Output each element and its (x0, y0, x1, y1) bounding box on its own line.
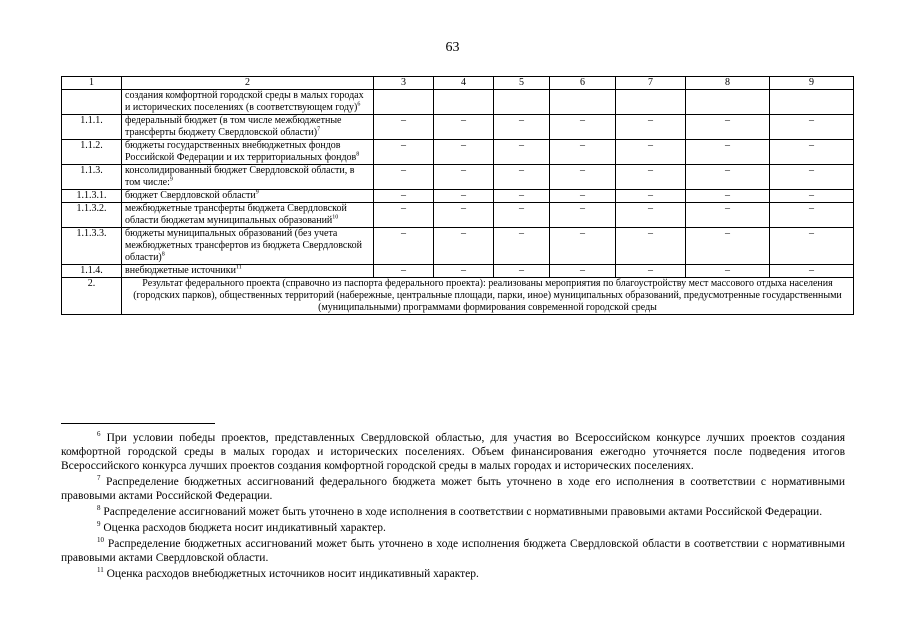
value-cell: – (616, 190, 686, 203)
table-row (62, 190, 854, 203)
value-cell: – (770, 140, 854, 165)
footnote-ref: 9 (169, 176, 173, 183)
row-description-text: консолидированный бюджет Свердловской области, в том числе: (125, 165, 355, 188)
value-cell: – (686, 190, 770, 203)
footnote-number: 6 (97, 430, 101, 439)
value-cell (616, 90, 686, 115)
value-cell: – (616, 203, 686, 228)
row-code: 1.1.2. (62, 140, 122, 165)
header-cell: 2 (122, 77, 374, 90)
row-description (122, 203, 374, 228)
value-cell: – (434, 203, 494, 228)
row-description-text: межбюджетные трансферты бюджета Свердловской области бюджетам муниципальных образований (125, 203, 347, 226)
row-description (122, 165, 374, 190)
value-cell (374, 90, 434, 115)
value-cell: – (616, 228, 686, 265)
value-cell: – (686, 140, 770, 165)
footnote-ref: 11 (235, 264, 242, 271)
value-cell: – (434, 165, 494, 190)
header-cell: 6 (550, 77, 616, 90)
row-description-text: создания комфортной городской среды в малых городах и исторических поселениях (в соответствующем году) (125, 90, 364, 113)
value-cell: – (374, 190, 434, 203)
value-cell: – (494, 140, 550, 165)
value-cell: – (550, 115, 616, 140)
value-cell: – (686, 265, 770, 278)
value-cell: – (494, 228, 550, 265)
footnote-ref: 6 (357, 101, 361, 108)
footnote-text: Оценка расходов внебюджетных источников носит индикативный характер. (103, 568, 479, 580)
value-cell (434, 90, 494, 115)
footnotes (61, 431, 845, 583)
footnote-ref: 8 (161, 251, 165, 258)
table-row (62, 165, 854, 190)
value-cell: – (434, 115, 494, 140)
value-cell: – (770, 165, 854, 190)
value-cell: – (434, 140, 494, 165)
header-cell: 9 (770, 77, 854, 90)
row-code: 1.1.3.3. (62, 228, 122, 265)
value-cell: – (686, 203, 770, 228)
footnote (61, 475, 845, 503)
value-cell: – (494, 190, 550, 203)
value-cell: – (374, 203, 434, 228)
table-row (62, 115, 854, 140)
value-cell: – (770, 265, 854, 278)
result-row (62, 278, 854, 315)
value-cell: – (686, 115, 770, 140)
row-code: 2. (62, 278, 122, 315)
value-cell: – (550, 203, 616, 228)
footnote-number: 11 (97, 566, 104, 575)
table-row (62, 140, 854, 165)
table-body (62, 77, 854, 315)
footnote-text: Распределение бюджетных ассигнований федерального бюджета может быть уточнено в ходе его исполнения в соответствии с нормативными правовыми актами Российской Федерации. (61, 476, 845, 502)
footnote-text: Распределение бюджетных ассигнований может быть уточнено в ходе исполнения бюджета Свердловской области в соответствии с нормативными правовыми актами Свердловской области. (61, 538, 845, 564)
row-description (122, 90, 374, 115)
row-description-text: бюджет Свердловской области (125, 190, 256, 201)
value-cell: – (494, 115, 550, 140)
result-text: Результат федерального проекта (справочно из паспорта федерального проекта): реализованы мероприятия по благоустройству мест массового отдыха населения (городских парков), общественных территорий (набережные, центральные площади, парки, иное) муниципальных образований, предусмотренные государственными (муниципальными) программами формирования современной городской среды (122, 278, 854, 315)
value-cell: – (770, 115, 854, 140)
table-row (62, 203, 854, 228)
value-cell: – (616, 115, 686, 140)
value-cell: – (770, 228, 854, 265)
row-code: 1.1.4. (62, 265, 122, 278)
value-cell: – (494, 265, 550, 278)
row-description-text: федеральный бюджет (в том числе межбюджетные трансферты бюджету Свердловской области) (125, 115, 342, 138)
footnote-ref: 10 (332, 214, 339, 221)
value-cell: – (616, 265, 686, 278)
table-row (62, 265, 854, 278)
value-cell: – (374, 265, 434, 278)
row-code: 1.1.3. (62, 165, 122, 190)
row-description-text: бюджеты муниципальных образований (без учета межбюджетных трансфертов из бюджета Свердловской области) (125, 228, 363, 263)
value-cell: – (374, 228, 434, 265)
value-cell: – (374, 140, 434, 165)
page-number: 63 (445, 40, 460, 55)
value-cell (494, 90, 550, 115)
row-description-text: внебюджетные источники (125, 265, 236, 276)
row-description (122, 228, 374, 265)
value-cell: – (494, 165, 550, 190)
footnote-ref: 7 (317, 126, 321, 133)
row-code: 1.1.3.2. (62, 203, 122, 228)
value-cell: – (374, 115, 434, 140)
header-cell: 7 (616, 77, 686, 90)
footnote (61, 505, 845, 519)
value-cell: – (434, 190, 494, 203)
value-cell (770, 90, 854, 115)
footnote-text: Оценка расходов бюджета носит индикативный характер. (100, 522, 386, 534)
footnote-ref: 8 (356, 151, 360, 158)
row-code: 1.1.1. (62, 115, 122, 140)
value-cell: – (550, 228, 616, 265)
header-cell: 1 (62, 77, 122, 90)
row-description (122, 140, 374, 165)
footnote (61, 567, 845, 581)
footnote (61, 521, 845, 535)
header-cell: 4 (434, 77, 494, 90)
footnote-number: 10 (97, 536, 104, 545)
header-cell: 8 (686, 77, 770, 90)
value-cell: – (550, 190, 616, 203)
row-description (122, 115, 374, 140)
value-cell: – (686, 228, 770, 265)
footnote-number: 8 (97, 504, 101, 513)
footnote-separator (61, 423, 215, 424)
footnote-text: Распределение ассигнований может быть уточнено в ходе исполнения в соответствии с нормативными правовыми актами Российской Федерации. (100, 506, 823, 518)
value-cell: – (550, 265, 616, 278)
value-cell (550, 90, 616, 115)
table-row (62, 90, 854, 115)
footnote-text: При условии победы проектов, представленных Свердловской областью, для участия во Всероссийском конкурсе лучших проектов создания комфортной городской среды в малых городах и исторических поселениях. Объем финансирования ежегодно уточняется после подведения итогов Всероссийского конкурса лучших проектов создания комфортной городской среды в малых городах и исторических поселениях. (61, 432, 845, 472)
footnote-number: 9 (97, 520, 101, 529)
row-description (122, 265, 374, 278)
row-code (62, 90, 122, 115)
value-cell: – (494, 203, 550, 228)
value-cell: – (434, 265, 494, 278)
value-cell: – (616, 165, 686, 190)
value-cell: – (770, 190, 854, 203)
value-cell: – (616, 140, 686, 165)
footnote (61, 537, 845, 565)
header-cell: 5 (494, 77, 550, 90)
row-code: 1.1.3.1. (62, 190, 122, 203)
value-cell (686, 90, 770, 115)
row-description-text: бюджеты государственных внебюджетных фондов Российской Федерации и их территориальных фондов (125, 140, 357, 163)
table-header-row (62, 77, 854, 90)
row-description (122, 190, 374, 203)
budget-table (61, 76, 854, 315)
value-cell: – (770, 203, 854, 228)
value-cell: – (374, 165, 434, 190)
value-cell: – (434, 228, 494, 265)
header-cell: 3 (374, 77, 434, 90)
value-cell: – (550, 165, 616, 190)
footnote-number: 7 (97, 474, 101, 483)
value-cell: – (550, 140, 616, 165)
footnote-ref: 9 (255, 189, 259, 196)
footnote (61, 431, 845, 473)
value-cell: – (686, 165, 770, 190)
table-row (62, 228, 854, 265)
